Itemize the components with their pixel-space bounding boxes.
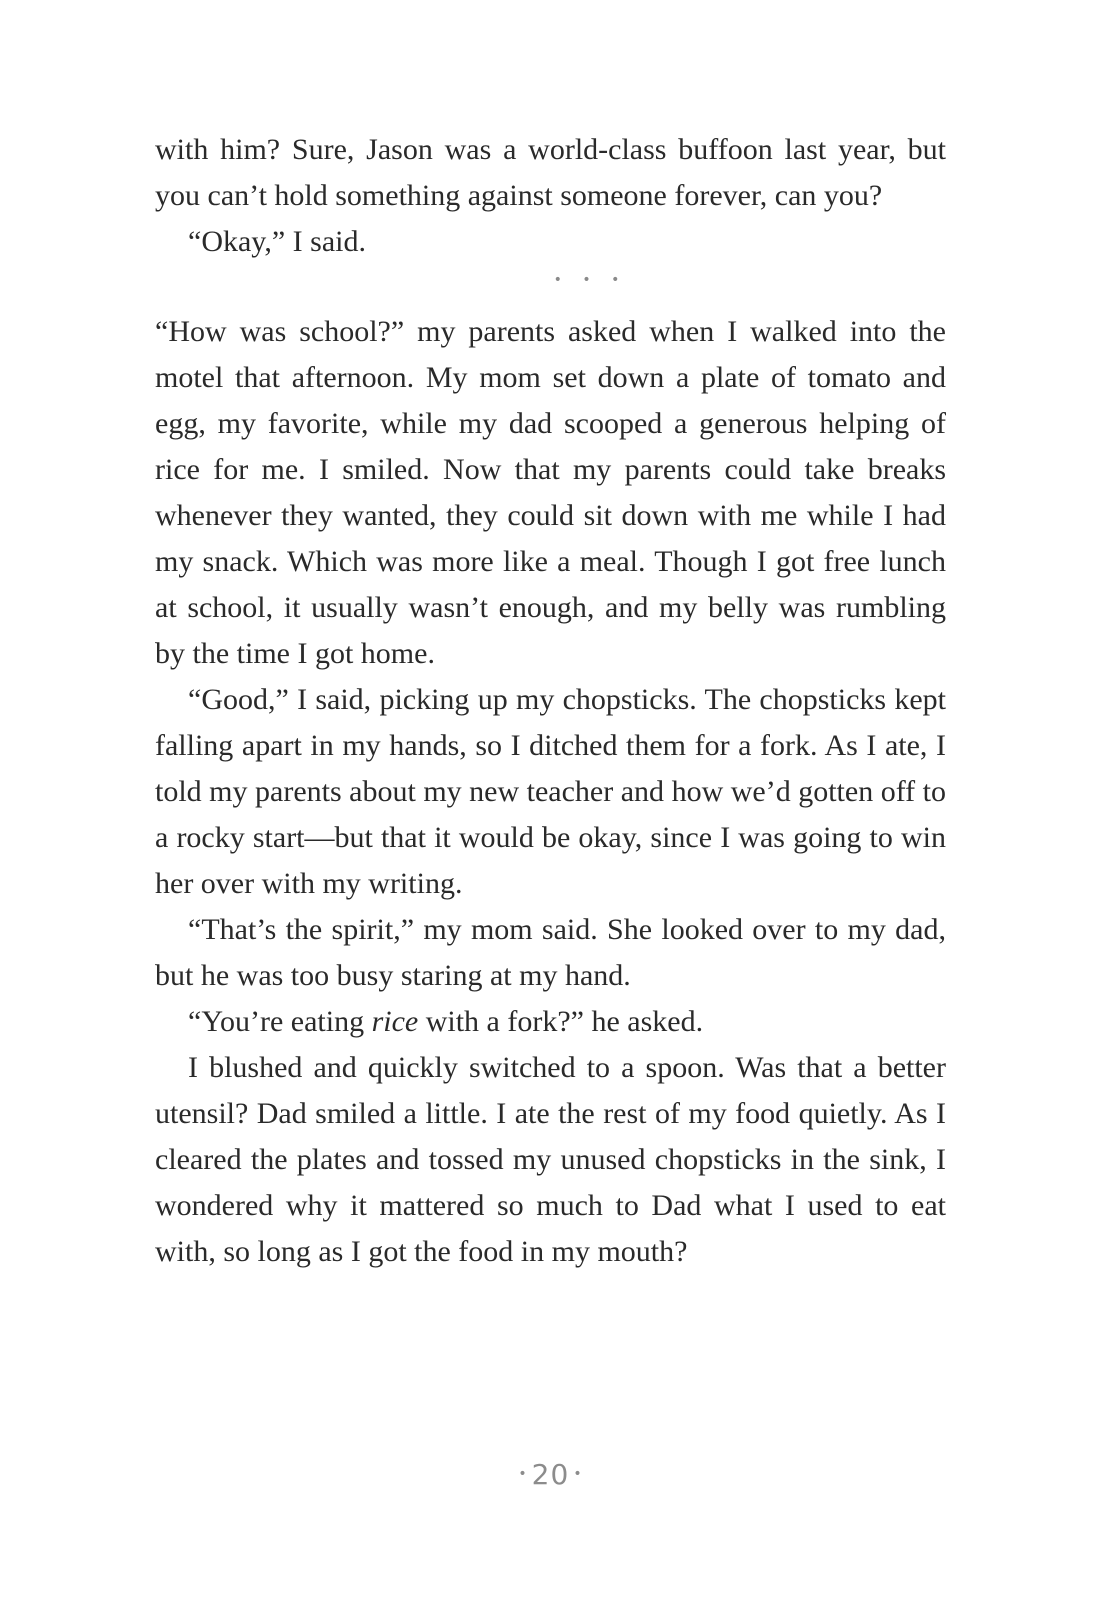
body-text [155, 127, 946, 1275]
dialogue-text: “You’re eating [188, 1005, 372, 1038]
dialogue-text: with a fork?” he asked. [418, 1005, 704, 1038]
paragraph: “How was school?” my parents asked when I walked into the motel that afternoon. My mom set down a plate of tomato and egg, my favorite, while my dad scooped a generous helping of rice for me. I smiled. Now that my parents could take breaks whenever they wanted, they could sit down with me while I had my snack. Which was more like a meal. Though I got free lunch at school, it usually wasn’t enough, and my belly was rumbling by the time I got home. [155, 315, 946, 670]
folio-dot-left: • [518, 1466, 528, 1482]
paragraph: “Okay,” I said. [188, 225, 366, 258]
page-number [0, 1458, 1101, 1491]
paragraph: “Good,” I said, picking up my chopsticks. The chopsticks kept falling apart in my hands, so I ditched them for a fork. As I ate, I told my parents about my new teacher and how we’d gotten off to a rocky start—but that it would be okay, since I was going to win her over with my writing. [155, 683, 946, 900]
page-number-value: 20 [531, 1458, 570, 1491]
paragraph [155, 999, 946, 1045]
italic-word: rice [371, 1005, 419, 1038]
section-break: • • • [553, 272, 628, 288]
paragraph: with him? Sure, Jason was a world-class buffoon last year, but you can’t hold something against someone forever, can you? [155, 133, 946, 212]
paragraph: “That’s the spirit,” my mom said. She looked over to my dad, but he was too busy staring at my hand. [155, 913, 946, 992]
folio-dot-right: • [573, 1466, 583, 1482]
paragraph: I blushed and quickly switched to a spoon. Was that a better utensil? Dad smiled a little. I ate the rest of my food quietly. As I cleared the plates and tossed my unused chopsticks in the sink, I wondered why it mattered so much to Dad what I used to eat with, so long as I got the food in my mouth? [155, 1051, 946, 1268]
